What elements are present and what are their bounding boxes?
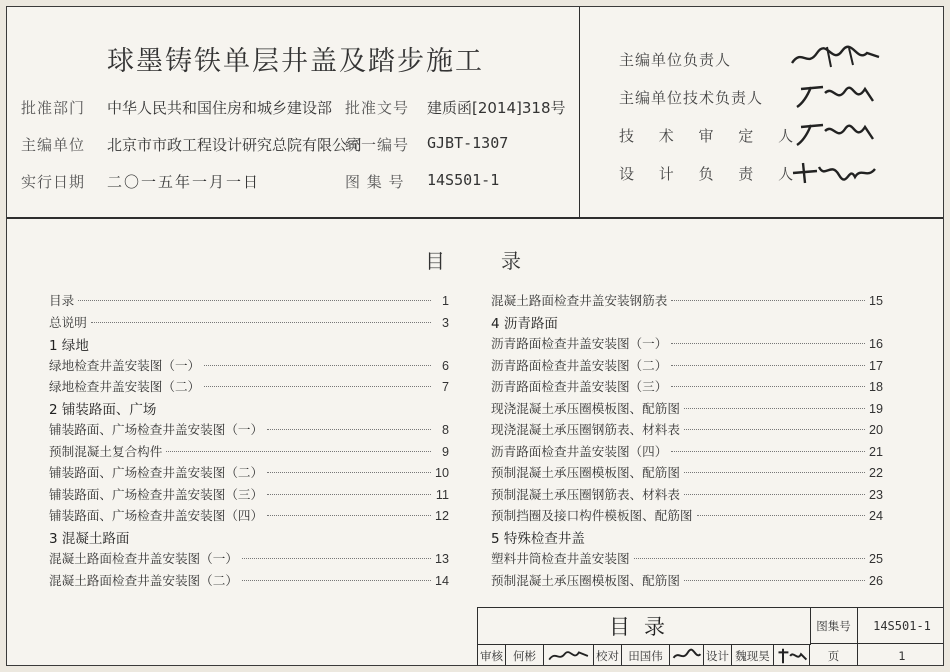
editor-unit: 北京市市政工程设计研究总院有限公司 [107, 136, 363, 154]
toc-entry[interactable] [491, 333, 883, 355]
responsible-label-2: 主编单位技术负责人 [619, 89, 764, 107]
toc-leader-dots [684, 408, 865, 409]
toc-entry-title: 沥青路面检查井盖安装图（二） [491, 357, 668, 373]
drawing-sheet [6, 6, 944, 666]
toc-entry-page: 3 [441, 315, 449, 330]
toc-entry-page: 11 [435, 487, 449, 502]
toc-entry-title: 绿地检查井盖安装图（二） [49, 379, 201, 394]
toc-entry-title: 预制混凝土承压圈钢筋表、材料表 [491, 486, 680, 502]
toc-entry[interactable] [49, 462, 449, 484]
approval-dept-label: 批准部门 [21, 99, 86, 117]
toc-leader-dots [204, 386, 431, 387]
toc-leader-dots [684, 429, 865, 430]
toc-leader-dots [671, 386, 865, 387]
toc-entry-page: 24 [868, 509, 883, 523]
toc-entry[interactable] [491, 505, 883, 527]
toc-entry-page: 9 [441, 444, 449, 459]
toc-leader-dots [684, 494, 865, 495]
toc-leader-dots [684, 472, 865, 473]
toc-entry-page: 18 [868, 380, 883, 394]
toc-entry[interactable] [49, 505, 449, 527]
reviewer-signature [544, 644, 594, 666]
toc-entry[interactable] [491, 398, 883, 420]
toc-entry-title: 混凝土路面检查井盖安装图（二） [49, 572, 238, 588]
toc-entry-title: 沥青路面检查井盖安装图（一） [491, 336, 668, 351]
toc-entry-title: 铺装路面、广场检查井盖安装图（二） [49, 465, 264, 480]
signature-4 [789, 157, 889, 185]
toc-section-heading: 1 绿地 [49, 337, 89, 354]
responsible-label-4: 设 计 负 责 人 [619, 165, 804, 183]
designer-signature [774, 644, 810, 666]
header-divider-vertical [579, 7, 580, 217]
toc-entry-page: 13 [434, 552, 449, 566]
toc-leader-dots [634, 558, 865, 559]
toc-leader-dots [267, 472, 431, 473]
reviewer-name: 何彬 [506, 644, 544, 666]
toc-entry-page: 26 [868, 573, 883, 588]
atlas-no-cell: 14S501-1 [858, 608, 944, 644]
toc-entry-page: 8 [441, 423, 449, 437]
toc-leader-dots [242, 558, 431, 559]
approval-doc-label: 批准文号 [345, 99, 410, 117]
toc-entry[interactable] [49, 441, 449, 463]
toc-entry-page: 17 [868, 358, 883, 373]
toc-leader-dots [671, 343, 865, 344]
toc-leader-dots [697, 515, 865, 516]
toc-entry[interactable] [49, 312, 449, 334]
toc-entry[interactable] [49, 484, 449, 506]
toc-entry-page: 23 [868, 487, 883, 502]
toc-entry[interactable] [491, 441, 883, 463]
toc-right-column [491, 290, 883, 591]
atlas-no-label: 图 集 号 [345, 173, 405, 191]
toc-entry-page: 25 [868, 552, 883, 566]
toc-entry-page: 6 [441, 358, 449, 373]
toc-entry-title: 混凝土路面检查井盖安装钢筋表 [491, 293, 668, 308]
toc-section-heading: 5 特殊检查井盖 [491, 531, 585, 548]
toc-entry-title: 沥青路面检查井盖安装图（四） [491, 443, 668, 459]
toc-entry[interactable] [491, 290, 883, 312]
toc-entry-title: 现浇混凝土承压圈钢筋表、材料表 [491, 422, 680, 437]
toc-title-right: 录 [501, 249, 521, 273]
header-divider [7, 217, 943, 219]
toc-leader-dots [267, 515, 431, 516]
toc-entry-page: 7 [441, 380, 449, 394]
toc-entry-page: 19 [868, 401, 883, 416]
toc-entry-title: 沥青路面检查井盖安装图（三） [491, 379, 668, 394]
toc-entry-page: 1 [441, 294, 449, 308]
toc-entry-title: 预制混凝土承压圈模板图、配筋图 [491, 465, 680, 480]
toc-entry-title: 预制混凝土承压圈模板图、配筋图 [491, 572, 680, 588]
approval-doc: 建质函[2014]318号 [427, 99, 566, 117]
toc-entry[interactable] [49, 355, 449, 377]
toc-entry[interactable] [49, 570, 449, 592]
atlas-no: 14S501-1 [427, 171, 500, 189]
unified-no-label: 统一编号 [345, 136, 410, 154]
atlas-title: 球墨铸铁单层井盖及踏步施工 [107, 46, 484, 77]
signature-1 [787, 43, 887, 71]
toc-section-heading: 4 沥青路面 [491, 316, 558, 333]
responsible-label-1: 主编单位负责人 [619, 51, 732, 69]
toc-left-column [49, 290, 449, 591]
toc-leader-dots [671, 300, 865, 301]
toc-leader-dots [166, 451, 431, 452]
toc-leader-dots [684, 580, 865, 581]
toc-entry[interactable] [491, 462, 883, 484]
review-label: 审核 [478, 644, 506, 666]
toc-entry-title: 预制挡圈及接口构件模板图、配筋图 [491, 508, 693, 523]
designer-name: 魏现昊 [732, 644, 774, 666]
toc-entry-title: 铺装路面、广场检查井盖安装图（一） [49, 422, 264, 437]
approval-dept: 中华人民共和国住房和城乡建设部 [107, 99, 333, 117]
toc-entry-page: 16 [868, 337, 883, 351]
toc-leader-dots [91, 322, 431, 323]
toc-entry-page: 15 [868, 294, 883, 308]
toc-entry-title: 总说明 [49, 314, 87, 330]
toc-entry-title: 塑料井筒检查井盖安装图 [491, 551, 630, 566]
toc-entry[interactable] [491, 355, 883, 377]
toc-entry-title: 绿地检查井盖安装图（一） [49, 357, 201, 373]
toc-leader-dots [671, 365, 865, 366]
toc-leader-dots [242, 580, 431, 581]
toc-entry-title: 混凝土路面检查井盖安装图（一） [49, 551, 238, 566]
design-label: 设计 [704, 644, 732, 666]
effective-date: 二〇一五年一月一日 [107, 173, 261, 191]
toc-entry-title: 现浇混凝土承压圈模板图、配筋图 [491, 400, 680, 416]
toc-entry-page: 22 [868, 466, 883, 480]
toc-entry[interactable] [491, 570, 883, 592]
editor-unit-label: 主编单位 [21, 136, 86, 154]
toc-entry-page: 21 [868, 444, 883, 459]
toc-leader-dots [267, 429, 431, 430]
title-block-name: 目录 [478, 608, 811, 645]
toc-entry-title: 铺装路面、广场检查井盖安装图（三） [49, 486, 264, 502]
toc-entry[interactable] [49, 376, 449, 398]
signature-3 [793, 119, 893, 147]
toc-leader-dots [671, 451, 865, 452]
toc-entry[interactable] [491, 484, 883, 506]
toc-entry-page: 12 [434, 509, 449, 523]
toc-entry-title: 铺装路面、广场检查井盖安装图（四） [49, 508, 264, 523]
checker-signature [670, 644, 704, 666]
toc-section-heading: 3 混凝土路面 [49, 531, 130, 548]
checker-name: 田国伟 [622, 644, 670, 666]
unified-no: GJBT-1307 [427, 134, 509, 152]
toc-title-left: 目 [425, 249, 445, 273]
toc-entry-title: 目录 [49, 293, 75, 308]
responsible-label-3: 技 术 审 定 人 [619, 127, 804, 145]
toc-leader-dots [204, 365, 431, 366]
faint-bleed-through [7, 607, 477, 666]
check-label: 校对 [594, 644, 622, 666]
atlas-no-label-cell: 图集号 [810, 608, 858, 644]
toc-entry-title: 预制混凝土复合构件 [49, 443, 163, 459]
signature-2 [793, 81, 893, 109]
toc-entry-page: 14 [434, 573, 449, 588]
toc-entry[interactable] [491, 548, 883, 570]
title-block [477, 607, 944, 666]
toc-entry[interactable] [491, 376, 883, 398]
toc-entry[interactable] [491, 419, 883, 441]
toc-entry[interactable] [49, 419, 449, 441]
page-number: 1 [898, 649, 906, 663]
effective-date-label: 实行日期 [21, 173, 86, 191]
toc-entry-page: 20 [868, 423, 883, 437]
toc-entry-page: 10 [434, 466, 449, 480]
page-label: 页 [810, 644, 858, 666]
toc-leader-dots [267, 494, 431, 495]
toc-entry[interactable] [49, 548, 449, 570]
toc-leader-dots [78, 300, 431, 301]
toc-entry[interactable] [49, 290, 449, 312]
toc-section-heading: 2 铺装路面、广场 [49, 402, 157, 419]
